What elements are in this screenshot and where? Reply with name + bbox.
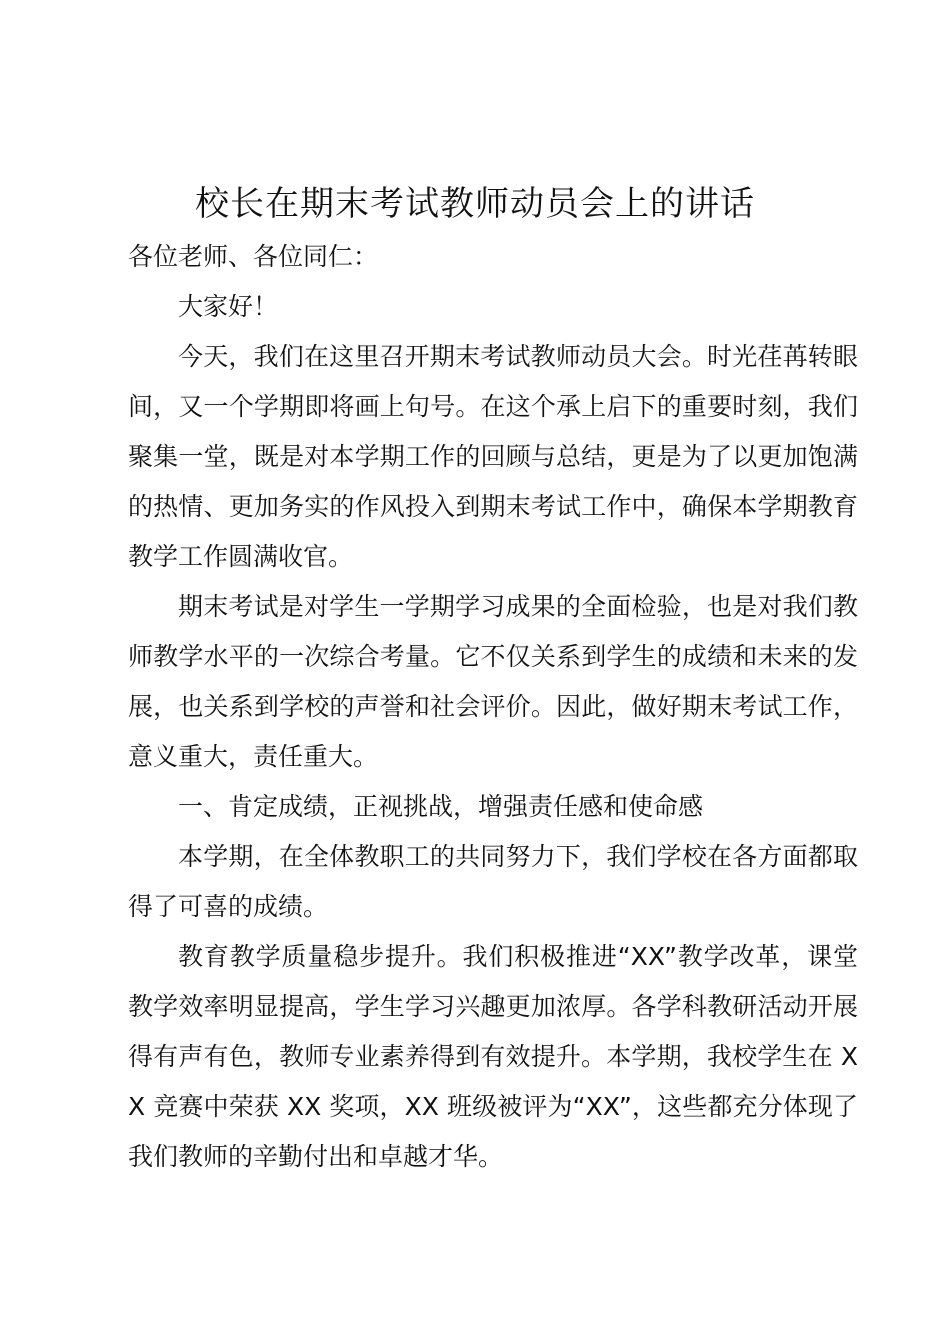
paragraph-significance: 期末考试是对学生一学期学习成果的全面检验，也是对我们教师教学水平的一次综合考量。它不仅关系到学生的成绩和未来的发展，也关系到学校的声誉和社会评价。因此，做好期末考试工作，意义重大，责任重大。 [128, 592, 858, 771]
paragraph-teaching-quality: 教育教学质量稳步提升。我们积极推进“XX”教学改革，课堂教学效率明显提高，学生学习兴趣更加浓厚。各学科教研活动开展得有声有色，教师专业素养得到有效提升。本学期，我校学生在 XX 竞赛中荣获 XX 奖项，XX 班级被评为“XX”，这些都充分体现了我们教师的辛勤付出和卓越才华。 [128, 942, 858, 1171]
paragraph-achievements: 本学期，在全体教职工的共同努力下，我们学校在各方面都取得了可喜的成绩。 [128, 842, 858, 921]
paragraph-intro: 今天，我们在这里召开期末考试教师动员大会。时光荏苒转眼间，又一个学期即将画上句号。在这个承上启下的重要时刻，我们聚集一堂，既是对本学期工作的回顾与总结，更是为了以更加饱满的热情、更加务实的作风投入到期末考试工作中，确保本学期教育教学工作圆满收官。 [128, 342, 858, 571]
document-title: 校长在期末考试教师动员会上的讲话 [195, 184, 755, 224]
section-heading-1: 一、肯定成绩，正视挑战，增强责任感和使命感 [178, 792, 704, 821]
document-body [128, 232, 858, 1182]
paragraph-greeting: 大家好！ [178, 292, 279, 321]
salutation: 各位老师、各位同仁： [128, 242, 379, 271]
